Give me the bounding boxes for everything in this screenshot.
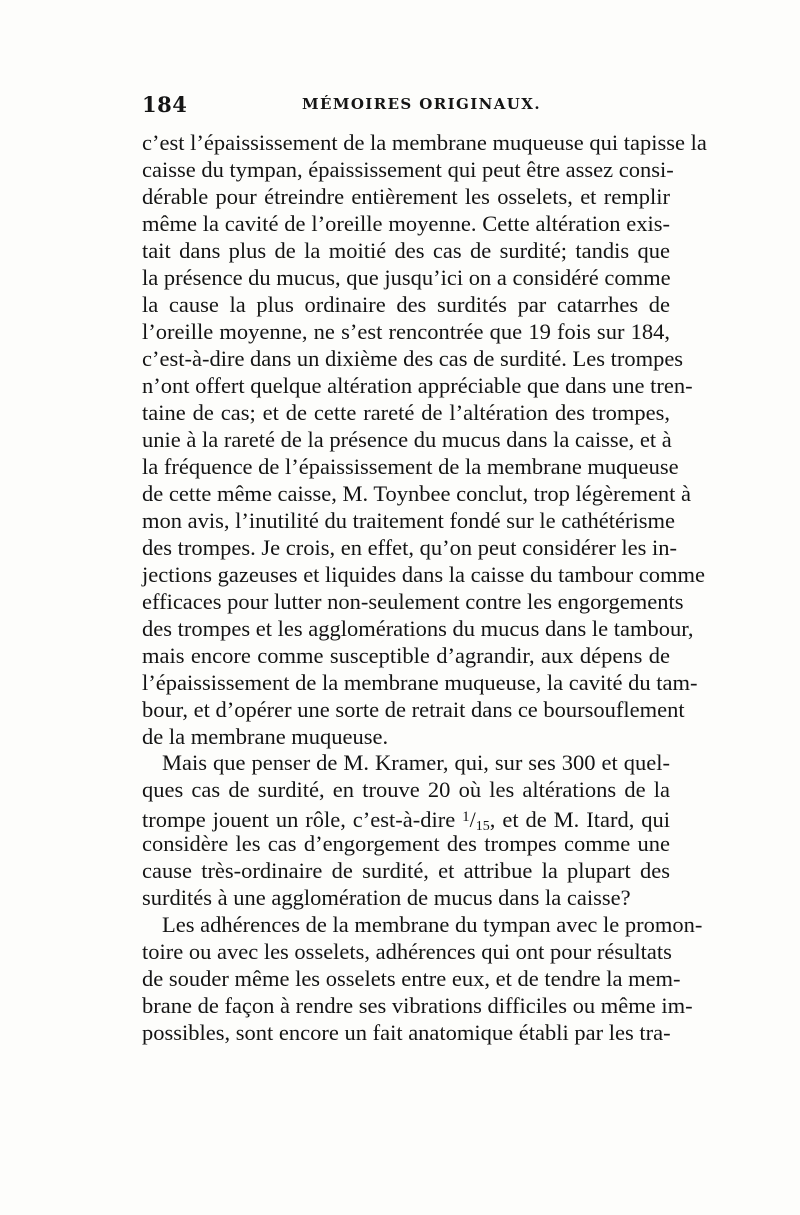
text-segment: trompe jouent un rôle, c’est-à-dire xyxy=(142,807,456,832)
text-line: taine de cas; et de cette rareté de l’altération des trompes, xyxy=(142,400,670,425)
text-line: de cette même caisse, M. Toynbee conclut, trop légèrement à xyxy=(142,481,692,506)
text-line: des trompes. Je crois, en effet, qu’on peut considérer les in- xyxy=(142,535,678,560)
text-line: la cause la plus ordinaire des surdités par catarrhes de xyxy=(142,292,670,317)
text-line: dérable pour étreindre entièrement les osselets, et remplir xyxy=(142,184,670,209)
text-line: considère les cas d’engorgement des trompes comme une xyxy=(142,831,670,856)
text-line: unie à la rareté de la présence du mucus dans la caisse, et à xyxy=(142,427,672,452)
text-line: cause très-ordinaire de surdité, et attribue la plupart des xyxy=(142,858,670,883)
text-line: mais encore comme susceptible d’agrandir, aux dépens de xyxy=(142,643,670,668)
text-line: Les adhérences de la membrane du tympan avec le promon- xyxy=(162,912,703,937)
text-line: mon avis, l’inutilité du traitement fondé sur le cathétérisme xyxy=(142,508,675,533)
text-line: bour, et d’opérer une sorte de retrait dans ce boursouflement xyxy=(142,697,685,722)
text-line: jections gazeuses et liquides dans la caisse du tambour comme xyxy=(142,562,705,587)
text-line: tait dans plus de la moitié des cas de surdité; tandis que xyxy=(142,238,670,263)
text-line: caisse du tympan, épaississement qui peut être assez consi- xyxy=(142,157,674,182)
fraction-denominator: 15 xyxy=(475,819,490,834)
text-line: brane de façon à rendre ses vibrations difficiles ou même im- xyxy=(142,993,693,1018)
text-line: de la membrane muqueuse. xyxy=(142,724,389,749)
text-line: de souder même les osselets entre eux, et de tendre la mem- xyxy=(142,966,681,991)
page-number: 184 xyxy=(142,92,188,117)
page-header xyxy=(142,92,670,120)
text-line-with-fraction xyxy=(142,804,670,834)
running-title: MÉMOIRES ORIGINAUX. xyxy=(302,95,541,113)
text-line: ques cas de surdité, en trouve 20 où les altérations de la xyxy=(142,777,670,802)
text-line: la fréquence de l’épaississement de la membrane muqueuse xyxy=(142,454,679,479)
text-line: n’ont offert quelque altération appréciable que dans une tren- xyxy=(142,373,693,398)
text-line: la présence du mucus, que jusqu’ici on a considéré comme xyxy=(142,265,671,290)
text-line: l’oreille moyenne, ne s’est rencontrée que 19 fois sur 184, xyxy=(142,319,670,344)
text-line: l’épaississement de la membrane muqueuse, la cavité du tam- xyxy=(142,670,698,695)
fraction: $^1$/15 xyxy=(462,807,490,834)
text-line: c’est-à-dire dans un dixième des cas de surdité. Les trompes xyxy=(142,346,684,371)
fraction-numerator: 1 xyxy=(462,809,470,825)
text-line: toire ou avec les osselets, adhérences qui ont pour résultats xyxy=(142,939,672,964)
text-segment: , et de M. Itard, qui xyxy=(489,807,670,832)
text-line: même la cavité de l’oreille moyenne. Cette altération exis- xyxy=(142,211,670,236)
text-line: Mais que penser de M. Kramer, qui, sur ses 300 et quel- xyxy=(162,750,670,775)
text-line: efficaces pour lutter non-seulement contre les engorgements xyxy=(142,589,684,614)
text-line: des trompes et les agglomérations du mucus dans le tambour, xyxy=(142,616,694,641)
text-line: c’est l’épaississement de la membrane muqueuse qui tapisse la xyxy=(142,130,707,155)
text-line: possibles, sont encore un fait anatomique établi par les tra- xyxy=(142,1020,671,1045)
text-line: surdités à une agglomération de mucus dans la caisse? xyxy=(142,885,631,910)
